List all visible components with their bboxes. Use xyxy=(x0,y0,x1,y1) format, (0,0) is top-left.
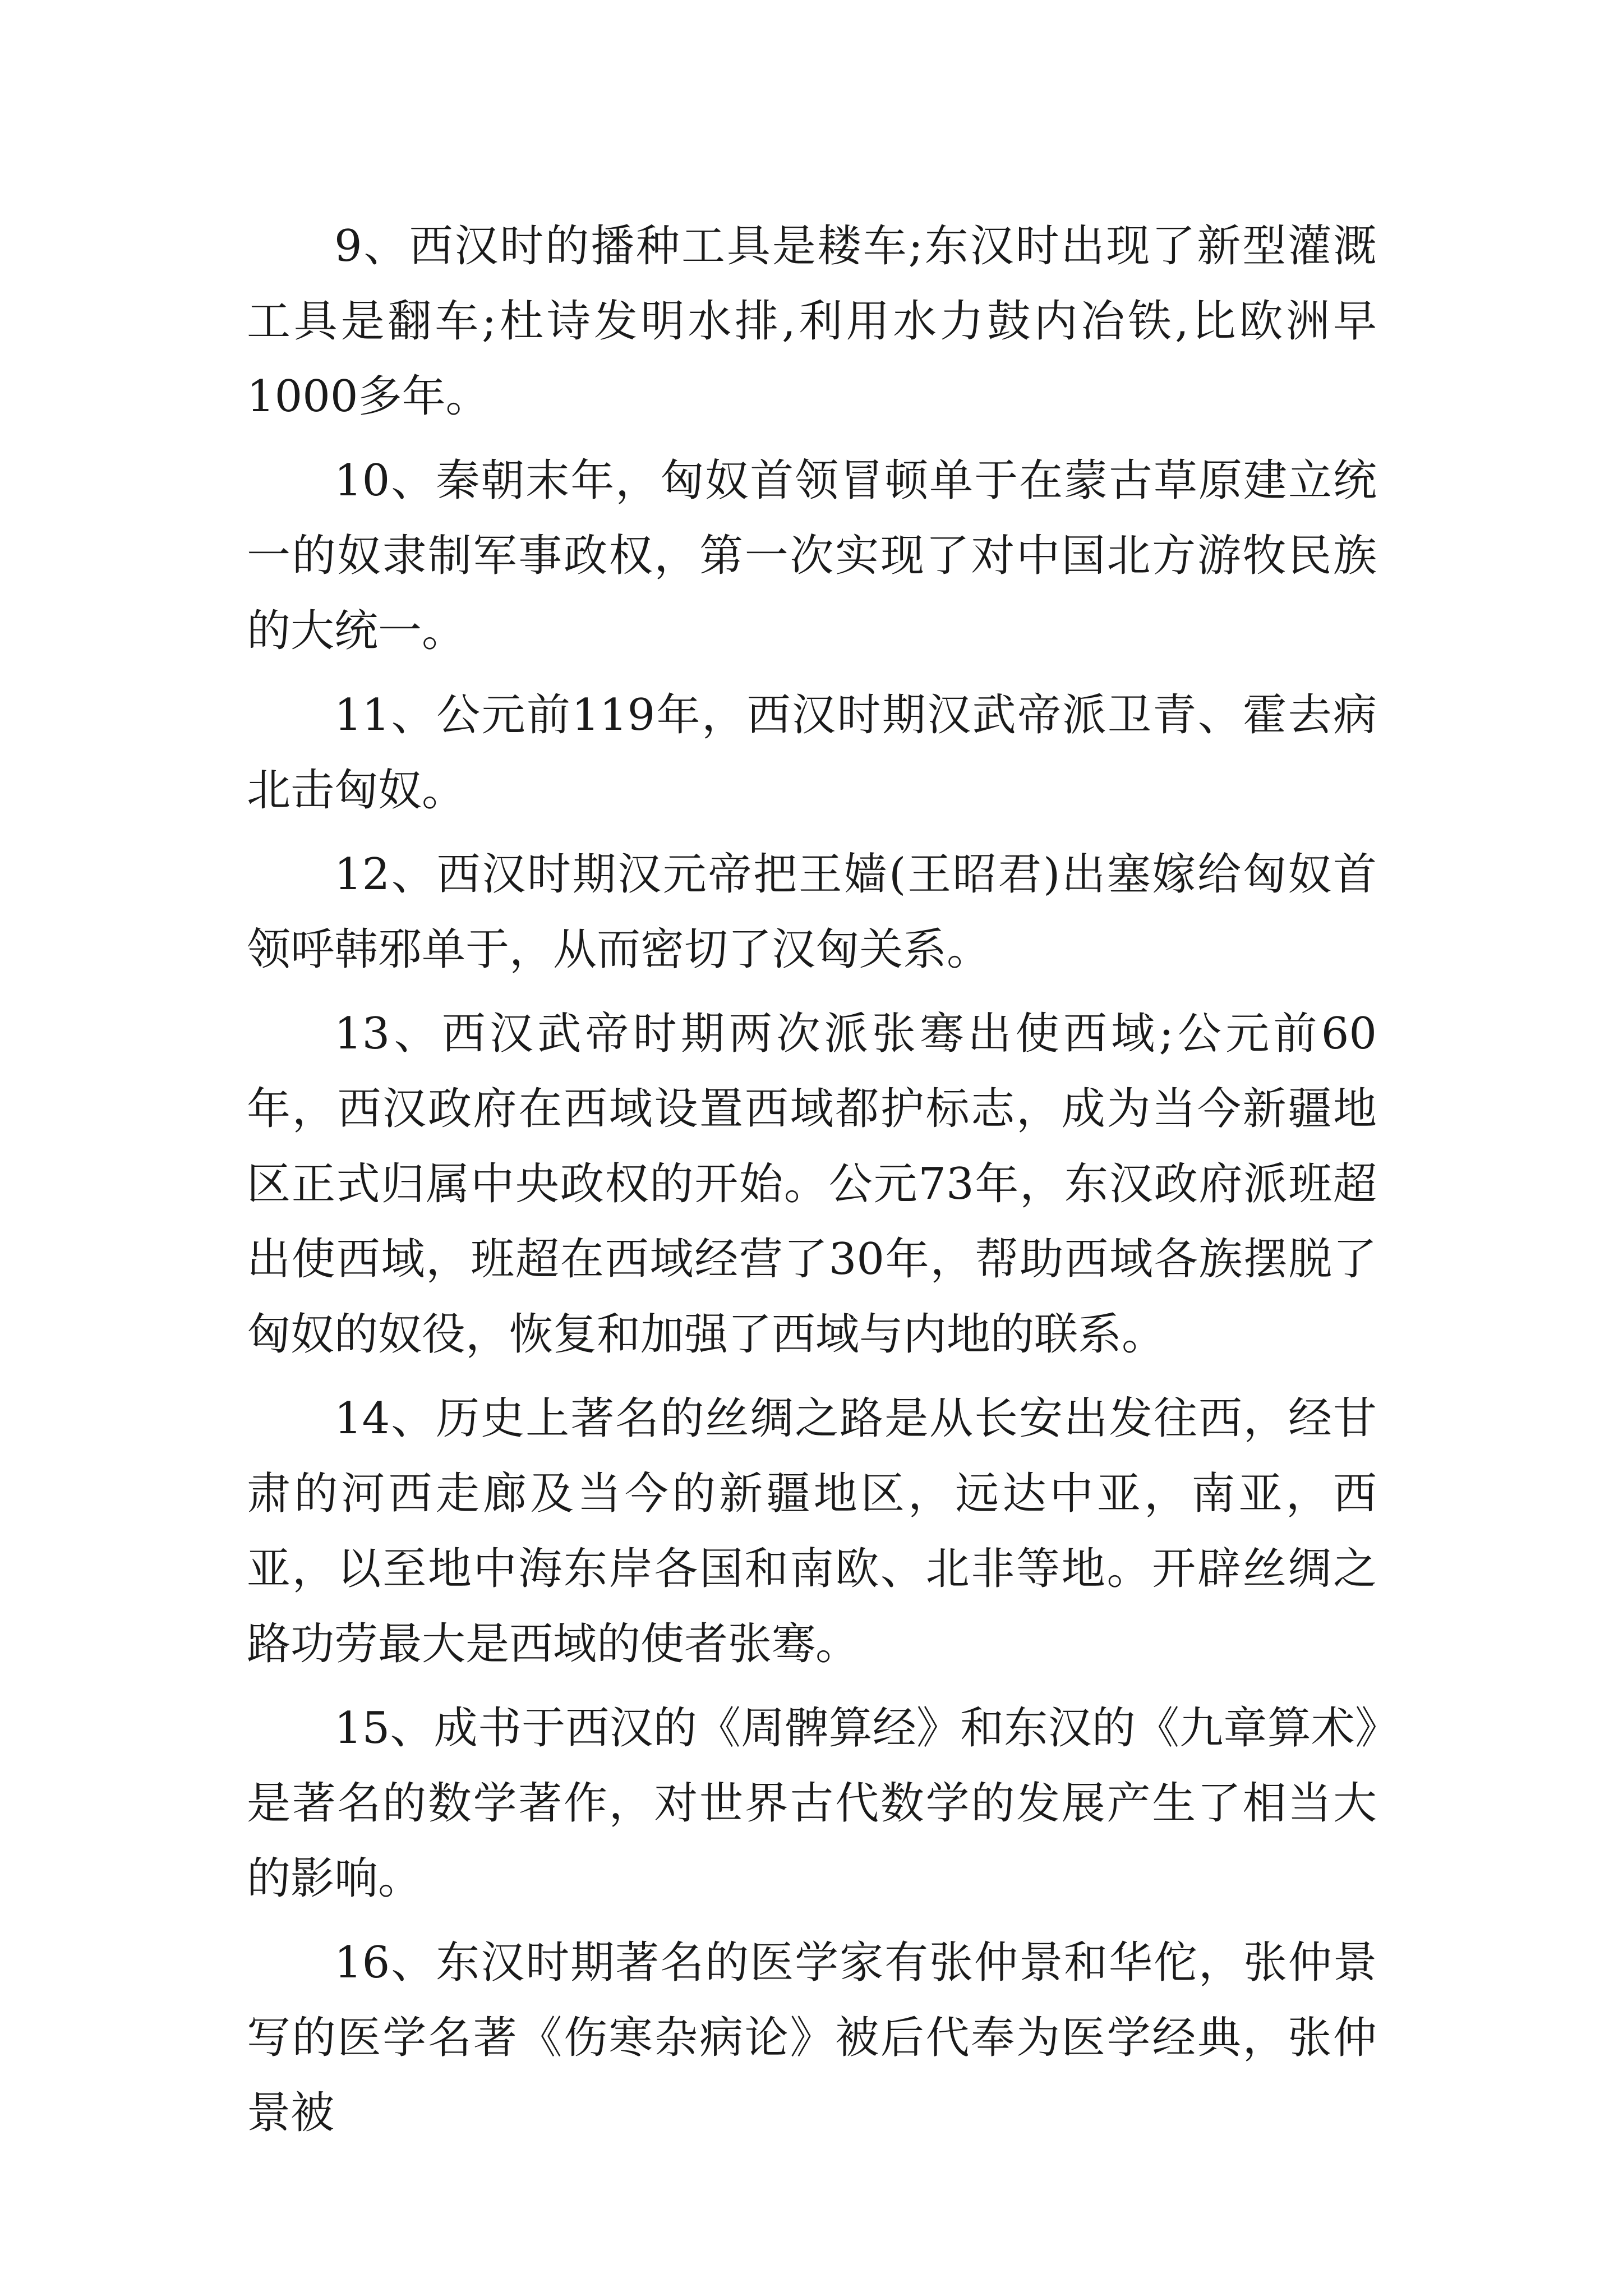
paragraph-14: 14、历史上著名的丝绸之路是从长安出发往西，经甘肃的河西走廊及当今的新疆地区，远达中亚，南亚，西亚，以至地中海东岸各国和南欧、北非等地。开辟丝绸之路功劳最大是西域的使者张骞。 xyxy=(247,1393,1377,1669)
paragraph-16: 16、东汉时期著名的医学家有张仲景和华佗，张仲景写的医学名著《伤寒杂病论》被后代奉为医学经典，张仲景被 xyxy=(247,1938,1377,2138)
paragraph-9: 9、西汉时的播种工具是耧车;东汉时出现了新型灌溉工具是翻车;杜诗发明水排,利用水力鼓内冶铁,比欧洲早1000多年。 xyxy=(247,221,1377,422)
paragraph-15: 15、成书于西汉的《周髀算经》和东汉的《九章算术》是著名的数学著作，对世界古代数学的发展产生了相当大的影响。 xyxy=(247,1703,1377,1904)
document-body xyxy=(247,209,1377,2151)
paragraph-11: 11、公元前119年，西汉时期汉武帝派卫青、霍去病北击匈奴。 xyxy=(247,690,1377,816)
paragraph-10: 10、秦朝末年，匈奴首领冒顿单于在蒙古草原建立统一的奴隶制军事政权，第一次实现了对中国北方游牧民族的大统一。 xyxy=(247,455,1377,656)
paragraph-12: 12、西汉时期汉元帝把王嫱(王昭君)出塞嫁给匈奴首领呼韩邪单于，从而密切了汉匈关系。 xyxy=(247,849,1377,975)
paragraph-13: 13、西汉武帝时期两次派张骞出使西域;公元前60年，西汉政府在西域设置西域都护标志，成为当今新疆地区正式归属中央政权的开始。公元73年，东汉政府派班超出使西域，班超在西域经营了30年，帮助西域各族摆脱了匈奴的奴役，恢复和加强了西域与内地的联系。 xyxy=(247,1009,1377,1360)
